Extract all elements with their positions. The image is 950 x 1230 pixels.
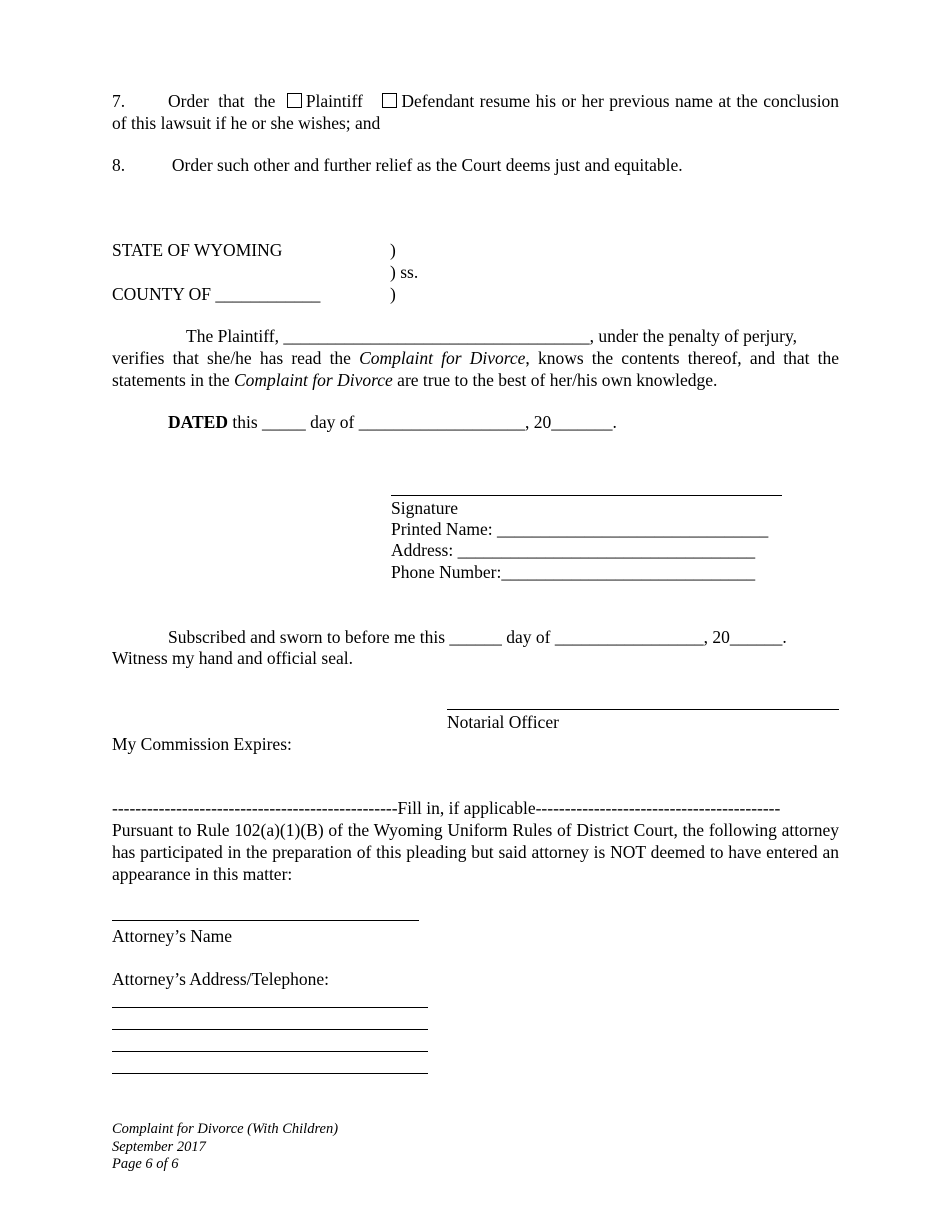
attorney-rule-text: Pursuant to Rule 102(a)(1)(B) of the Wyoming Uniform Rules of District Court, the following attorney has participated in the preparation of this pleading but said attorney is NOT deemed to have entered an appearance in this matter:	[112, 820, 839, 884]
commission-expires-label: My Commission Expires:	[112, 734, 292, 754]
attorney-name-line[interactable]	[112, 920, 419, 921]
dated-label: DATED	[168, 412, 228, 432]
dated-line	[168, 412, 617, 433]
notary-signature-line[interactable]	[447, 709, 839, 710]
verification-line-1: The Plaintiff, ___________________________________, under the penalty of perjury,	[186, 326, 797, 346]
attorney-address-line-3[interactable]	[112, 1051, 428, 1052]
complaint-title-ref: Complaint for Divorce	[359, 348, 526, 368]
verification-line-3: statements in the Complaint for Divorce are true to the best of her/his own knowledge.	[112, 370, 718, 390]
notarial-officer-label: Notarial Officer	[447, 712, 559, 732]
plaintiff-checkbox[interactable]	[287, 93, 302, 108]
phone-number-field[interactable]: Phone Number:_____________________________	[391, 562, 756, 582]
item-7-text-after: Defendant resume his or her previous name at the conclusion of this lawsuit if he or she wishes; and	[112, 91, 840, 133]
printed-name-field[interactable]: Printed Name: _______________________________	[391, 519, 769, 539]
signature-label: Signature	[391, 498, 459, 518]
signature-line[interactable]	[391, 495, 782, 496]
attorney-address-label: Attorney’s Address/Telephone:	[112, 969, 329, 989]
state-label: STATE OF WYOMING	[112, 240, 283, 260]
footer-date: September 2017	[112, 1138, 206, 1155]
subscribed-line: Subscribed and sworn to before me this ______ day of _________________, 20______.	[168, 627, 787, 647]
defendant-checkbox[interactable]	[382, 93, 397, 108]
footer	[112, 1121, 338, 1174]
item-7-text-before: Order that the	[168, 91, 276, 111]
attorney-address-line-4[interactable]	[112, 1073, 428, 1074]
address-field[interactable]: Address: __________________________________	[391, 540, 756, 560]
attorney-address-line-2[interactable]	[112, 1029, 428, 1030]
attorney-address-line-1[interactable]	[112, 1007, 428, 1008]
footer-page: Page 6 of 6	[112, 1156, 179, 1172]
county-label: COUNTY OF ____________	[112, 284, 321, 304]
witness-line: Witness my hand and official seal.	[112, 648, 353, 668]
venue-paren-1: )	[390, 240, 396, 260]
plaintiff-option-label: Plaintiff	[305, 91, 363, 111]
item-7-number: 7.	[112, 91, 126, 111]
item-7	[112, 90, 839, 134]
fill-in-divider: -------------------------------------------------Fill in, if applicable------------------------------------------	[112, 798, 781, 818]
item-8-number: 8.	[112, 155, 126, 175]
verification-line-2: verifies that she/he has read the Complaint for Divorce, knows the contents thereof, and that the	[112, 348, 839, 368]
venue-ss: ) ss.	[390, 262, 419, 282]
dated-blanks: this _____ day of ___________________, 20_______.	[227, 412, 617, 432]
complaint-title-ref-2: Complaint for Divorce	[234, 370, 393, 390]
item-8-text: Order such other and further relief as the Court deems just and equitable.	[171, 155, 683, 175]
venue-paren-3: )	[390, 284, 396, 304]
item-8	[112, 154, 683, 176]
attorney-name-label: Attorney’s Name	[112, 926, 233, 946]
footer-title: Complaint for Divorce (With Children)	[112, 1121, 339, 1137]
